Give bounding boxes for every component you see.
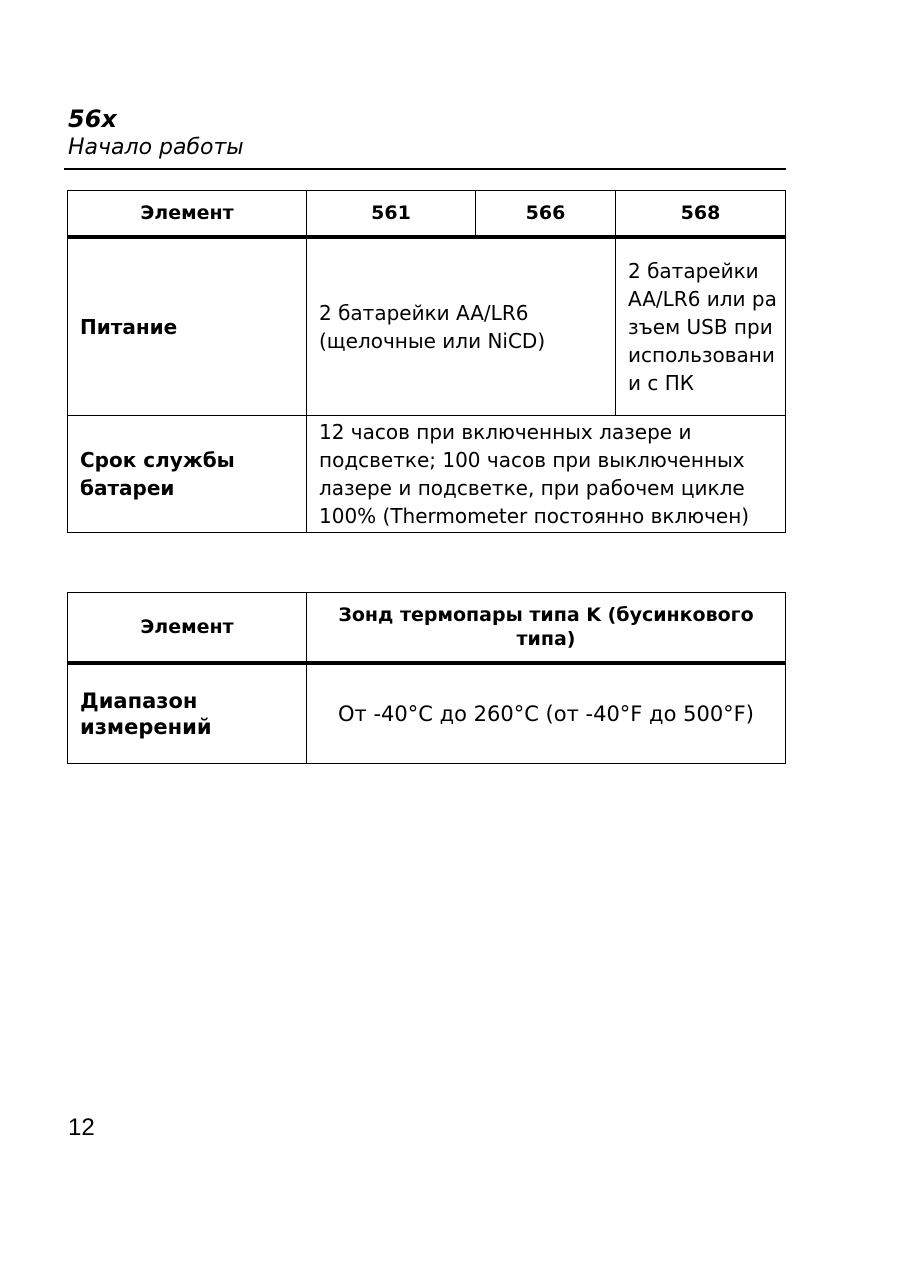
header-divider bbox=[64, 168, 786, 170]
power-value-561-566: 2 батарейки AA/LR6 (щелочные или NiCD) bbox=[307, 237, 616, 416]
column-header-568: 568 bbox=[616, 191, 786, 238]
range-value: От -40°C до 260°C (от -40°F до 500°F) bbox=[307, 663, 786, 764]
battery-life-value: 12 часов при включенных лазере и подсветке; 100 часов при выключенных лазере и подсветке, при рабочем цикле 100% (Thermometer постоянно включен) bbox=[307, 416, 786, 533]
table-header-row bbox=[68, 593, 786, 664]
table-row-range bbox=[68, 663, 786, 764]
page-number: 12 bbox=[68, 1114, 95, 1141]
page-header bbox=[68, 104, 786, 162]
row-label-battery-life: Срок службы батареи bbox=[68, 416, 307, 533]
table-header-row bbox=[68, 191, 786, 238]
product-model: 56x bbox=[68, 105, 117, 133]
power-spec-table bbox=[67, 190, 786, 533]
column-header-element: Элемент bbox=[68, 593, 307, 664]
row-label-power: Питание bbox=[68, 237, 307, 416]
row-label-range: Диапазон измерений bbox=[68, 663, 307, 764]
table-row-battery-life bbox=[68, 416, 786, 533]
column-header-element: Элемент bbox=[68, 191, 307, 238]
section-title: Начало работы bbox=[68, 135, 244, 160]
power-value-568: 2 батарейки AA/LR6 или разъем USB при использовании с ПК bbox=[616, 237, 786, 416]
column-header-561: 561 bbox=[307, 191, 476, 238]
probe-spec-table bbox=[67, 592, 786, 764]
column-header-probe: Зонд термопары типа K (бусинкового типа) bbox=[307, 593, 786, 664]
table-row-power bbox=[68, 237, 786, 416]
column-header-566: 566 bbox=[476, 191, 616, 238]
